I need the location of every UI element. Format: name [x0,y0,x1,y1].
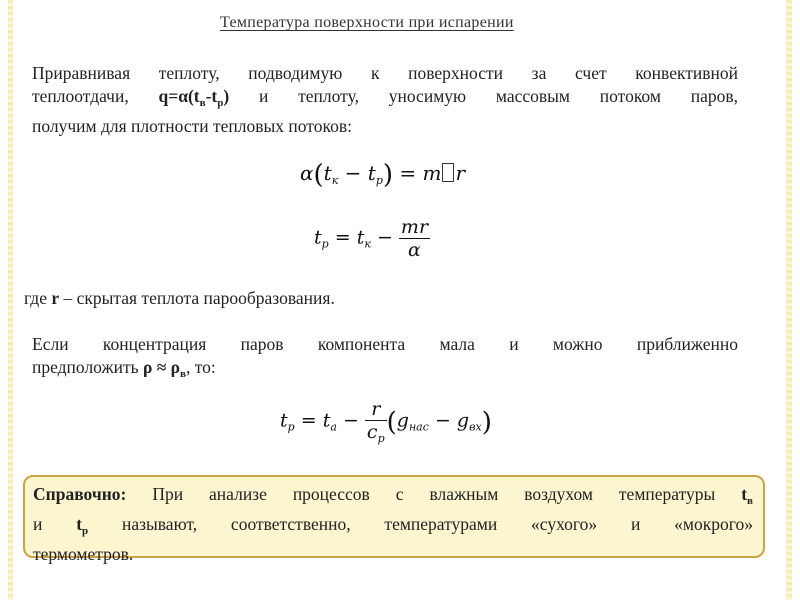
note-line-3: термометров. [33,544,134,564]
rho-relation: $\rho \approx \rho_в$ [142,357,186,380]
equation-psychrometric: $t_р = t_a$ − $\frac{r}{c_p}$ $(g_{нас} - g_{вх})$ [280,398,492,445]
intro-line-1: Приравнивая теплоту, подводимую к поверхности за счет конвективной [32,63,738,83]
intro-line-3: получим для плотности тепловых потоков: [32,116,352,136]
missing-glyph-box [442,163,454,182]
concentration-line-1: Если концентрация паров компонента мала и можно приближенно [32,334,738,354]
equation-heat-balance: $\alpha(t_к - t_р) = m$ r [300,160,466,190]
note-line-2: и $t_р$ называют, соответственно, температурами «сухого» и «мокрого» [33,514,753,537]
intro-text: теплоотдачи, [32,86,159,106]
paragraph-where-r: где r – скрытая теплота парообразования. [24,288,335,308]
slide-title: Температура поверхности при испарении [220,14,514,31]
paragraph-concentration [32,333,738,386]
note-line-1: Справочно: При анализе процессов с влажным воздухом температуры $t_в$ [33,484,753,507]
concentration-line-2: предположить $\rho \approx \rho_в$, то: [32,357,216,380]
left-border-stripe [8,0,13,600]
intro-text-2: и теплоту, уносимую массовым потоком паров, [229,86,738,106]
fraction-mr-alpha: $\frac{mr}{\alpha}$ [400,216,429,261]
formula-q: $q=\alpha(t_в-t_р)$ [158,86,230,109]
reference-note-box [23,475,765,564]
right-border-stripe [786,0,792,600]
equation-surface-temp: $t_р = t_к$ − $\frac{mr}{\alpha}$ [314,216,429,261]
fraction-r-cp: $\frac{r}{c_p}$ [366,398,385,445]
intro-line-2 [32,85,738,115]
paragraph-intro [32,62,738,138]
